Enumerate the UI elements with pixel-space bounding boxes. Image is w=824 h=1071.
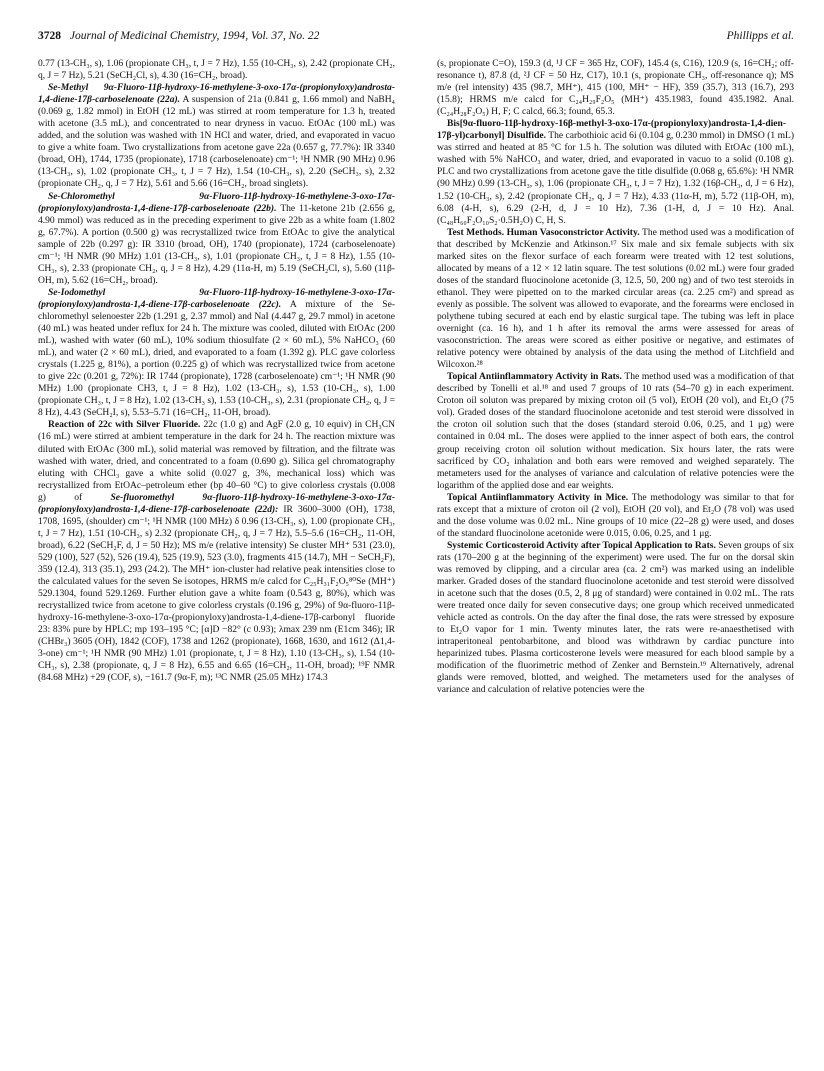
paragraph-rats [437,371,794,491]
section-heading-rats: Topical Antiinflammatory Activity in Rats. [447,371,622,383]
header-left [38,30,319,42]
paragraph-body-rats: The method used was a modification of that described by Tonelli et al.¹⁸ and used 7 groups of 10 rats (54–70 g) in each experiment. Croton oil soluton was prepared by mixing croton oil (5 vol), EtOH (20 vol), and Et₂O (75 vol). Graded doses of the standard fluocinolone acetonide and test steroid were dissolved in the croton oil solution such that the doses (standard steroid 0.06, 0.25, and 1 μg) were contained in 0.04 mL. The doses were applied to the inner aspect of both ears, the control group receiving croton oil solution without medication. Six hours later, the rats were sacrificed by CO₂ inhalation and both ears were removed and weighed separately. The metameters used for the analyses of variance and calculation of relative potencies were the logarithm of the applied dose and ear weights. [437,371,794,491]
section-heading-vasoconstrictor: Test Methods. Human Vasoconstrictor Activity. [447,226,640,238]
paragraph-body-systemic: Seven groups of six rats (170–200 g at the beginning of the experiment) were used. The fur on the dorsal skin was removed by clipping, and a circular area (ca. 2 cm²) was marked using an indelible marker. Graded doses of the standard fluocinolone acetonide and test steroid were dissolved in acetone such that the doses (0.5, 2, 8 μg of standard) were contained in 0.02 mL. The rats were treated once daily for seven consecutive days; one group which received unmedicated vehicle acted as controls. On the day after the final dose, the rats were stressed by exposure to Et₂O vapor for 1 min. Twenty minutes later, the rats were re-anaesthetised with intraperitoneal pentobarbitone, and blood was withdrawn by cardiac puncture into heparinized tubes. Plasma corticosterone levels were measured for each blood sample by a modification of the fluorimetric method of Zenker and Bernstein.¹⁹ Alternatively, adrenal glands were removed, blotted, and weighed. The metameters used for the analyses of variance and calculation of relative potencies were the [437,539,794,696]
compound-name-22d: Se-fluoromethyl 9α-fluoro-11β-hydroxy-16-methylene-3-oxo-17α-(propionyloxy)androsta-1,4-diene-17β-carboselenoate (22d): [38,491,395,515]
paragraph-mice [437,492,794,540]
compound-heading-22c: Se-Iodomethyl 9α-Fluoro-11β-hydroxy-16-methylene-3-oxo-17α-(propionyloxy)androsta-1,4-diene-17β-carboselenoate (22c). [38,286,395,310]
paragraph-disulfide [437,118,794,226]
running-header [38,30,794,48]
paragraph-body-mice: The methodology was similar to that for rats except that a mixture of croton oil (2 vol), EtOH (20 vol), and Et₂O (78 vol) was used and the dose volume was 0.02 mL. Nine groups of 10 mice (22–28 g) were used, and doses of the standard fluocinolone acetonide were 0.015, 0.06, 0.25, and 1 μg. [437,491,794,539]
paragraph-vasoconstrictor [437,227,794,372]
compound-heading-22a: Se-Methyl 9α-Fluoro-11β-hydroxy-16-methylene-3-oxo-17α-(propionyloxy)androsta-1,4-diene-17β-carboselenoate (22a). [38,82,395,106]
compound-heading-disulfide: Bis[9α-fluoro-11β-hydroxy-16β-methyl-3-oxo-17α-(propionyloxy)androsta-1,4-dien-17β-yl)carbonyl] Disulfide. [437,118,787,142]
section-heading-systemic: Systemic Corticosteroid Activity after Topical Application to Rats. [447,539,716,551]
paragraph-body-22c: A mixture of the Se-chloromethyl selenoester 22b (1.291 g, 2.37 mmol) and NaI (4.447 g, 29.7 mmol) in acetone (40 mL) was heated under reflux for 24 h. The mixture was cooled, diluted with EtOAc (200 mL), washed with water (60 mL), 10% sodium thiosulfate (2 × 60 mL), 5% NaHCO₃ (60 mL), and water (2 × 60 mL), dried, and evaporated to a foam (1.392 g). PLC gave colorless crystals (1.225 g, 81%), a portion (0.225 g) of which was recrystallized twice from acetone to give 22c (0.201 g, 72%): IR 1744 (propionate), 1728 (carboselenoate) cm⁻¹; ¹H NMR (90 MHz) 1.00 (propionate CH3, t, J = 8 Hz), 1.02 (13-CH₃, s), 1.53 (10-CH₃, s), 1.00 (propionate CH₃, t, J = 8 Hz), 1.02 (13-CH₃ s), 1.53 (10-CH₃, s), 2.31 (propionate CH₂, q, J = 8 Hz), 4.43 (SeCH₂I, s), 5.53–5.71 (16=CH₂, 11-OH, broad). [38,298,395,419]
paragraph-22c [38,287,395,420]
journal-citation: Journal of Medicinal Chemistry, 1994, Vol. 37, No. 22 [69,30,320,42]
paragraph-systemic [437,540,794,697]
header-authors: Phillipps et al. [726,30,794,42]
paragraph-body-vasoconstrictor: The method used was a modification of that described by McKenzie and Atkinson.¹⁷ Six male and six female subjects with six marked sites on the flexor surface of each forearm were treated with 12 test solutions, allocated by means of a 12 × 12 latin square. The test solutions (0.02 mL) were four graded doses of the standard fluocinolone acetonide (3, 12.5, 50, 200 ng) and of two test steroids in ethanol. They were pipetted on to the marked circular areas (ca. 2.25 cm²) and spread as evenly as possible. The solvent was allowed to evaporate, and the forearms were enclosed in polythene tubing secured at each end by elastic surgical tape. The tubing was left in place overnight (ca. 16 h), and 1 h after its removal the arms were assessed for areas of vasoconstriction. The areas were scored as either positive or negative, and estimates of relative potency were obtained by analysis of the data using the method of Litchfield and Wilcoxon.²⁸ [437,226,794,371]
right-column [437,58,794,1058]
paragraph-22a [38,82,395,190]
paragraph-body-silver-fluoride-b: IR 3600–3000 (OH), 1738, 1708, 1695, (shoulder) cm⁻¹; ¹H NMR (100 MHz) δ 0.96 (13-CH₃, s), 1.00 (propionate CH₃, t, J = 7 Hz), 1.51 (10-CH₃, s) 2.32 (propionate CH₂, q, J = 7 Hz), 5.5–5.6 (16=CH₂, 11-OH, broad), 6.22 (SeCH₂F, d, J = 50 Hz); MS m/e (relative intensity) Se cluster MH⁺ 531 (23.0), 529 (100), 527 (52), 526 (19.4), 525 (19.9), 523 (3.0), fragments 415 (14.7), MH − SeCH₂F), 359 (12.4), 313 (35.1), 293 (24.2). The MH⁺ ion-cluster had relative peak intensities close to the calculated values for the seven Se isotopes, HRMS m/e calcd for C₂₅H₃₁F₂O₅⁸⁰Se (MH⁺) 529.1304, found 529.1269. Further elution gave a white foam (0.543 g, 80%), which was recrystallized twice from acetone to give colorless crystals (0.196 g, 29%) of 9α-fluoro-11β-hydroxy-16-methylene-3-oxo-17α-(propionyloxy)androsta-1,4-diene-17β-carbonyl fluoride 23: 83% pure by HPLC; mp 193–195 °C; [α]D −82° (c 0.93); λmax 239 nm (E1cm 346); IR (CHBr₃) 3605 (OH), 1842 (COF), 1738 and 1262 (propionate), 1668, 1630, and 1612 (Δ1,4-3-one) cm⁻¹; ¹H NMR (90 MHz) 1.01 (propionate, t, J = 8 Hz), 1.10 (13-CH₃, s), 1.54 (10-CH₃, s), 2.38 (propionate, q, J = 8 Hz), 6.55 and 6.65 (16=CH₂, 11-OH, broad); ¹⁹F NMR (84.68 MHz) +29 (COF, s), −161.7 (9α-F, m); ¹³C NMR (25.05 MHz) 174.3 [38,503,395,684]
paragraph-body-22b: The 11-ketone 21b (2.656 g, 4.90 mmol) was reduced as in the preceding experiment to give 22b as a white foam (1.802 g, 67.7%). A portion (0.500 g) was recrystallized twice from EtOAc to give the analytical sample of 22b (0.297 g): IR 3310 (broad, OH), 1740 (propionate), 1724 (carboselenoate) cm⁻¹; ¹H NMR (90 MHz) 1.01 (13-CH₃, s), 1.01 (propionate CH₃, t, J = 8 Hz), 1.55 (10-CH₃, s), 2.33 (propionate CH₂, q, J = 8 Hz), 4.29 (11α-H, m) 5.19 (SeCH₂Cl, s), 5.60 (11β-OH, m), 5.62 (16=CH₂, broad). [38,202,395,286]
section-heading-silver-fluoride: Reaction of 22c with Silver Fluoride. [48,419,201,431]
paragraph-body-disulfide: The carbothioic acid 6i (0.104 g, 0.230 mmol) in DMSO (1 mL) was stirred and heated at 85 °C for 1.5 h. The solution was diluted with EtOAc (100 mL), washed with 5% NaHCO₃ and water, dried, and evaporated in vacuo to a solid (0.108 g). PLC and two crystallizations from acetone gave the title disulfide (0.068 g, 65.6%): ¹H NMR (90 MHz) 0.99 (13-CH₃, s), 1.06 (propionate CH₃, t, J = 7 Hz), 1.32 (16β-CH₃, d, J = 6 Hz), 1.52 (10-CH₃, s), 2.42 (propionate CH₂, q, J = 7 Hz), 4.33 (11α-H, m), 5.72 (11β-OH, m), 6.08 (4-H, s), 6.29 (2-H, d, J = 10 Hz), 7.36 (1-H, d, J = 10 Hz). Anal. (C₄₈H₆₀F₂O₁₀S₂·0.5H₂O) C, H, S. [437,130,794,226]
paragraph-22b [38,191,395,287]
page-number: 3728 [38,30,61,42]
section-heading-mice: Topical Antiinflammatory Activity in Mice. [447,491,629,503]
paragraph-body-22a: A suspension of 21a (0.841 g, 1.66 mmol) and NaBH₄ (0.069 g, 1.82 mmol) in EtOH (12 mL) was stirred at room temperature for 1.3 h, treated with acetone (3.5 mL), and concentrated to near dryness in vacuo. EtOAc (100 mL) was added, and the solution was washed with 1N HCl and water, dried, and evaporated in vacuo to give a white foam. Two crystallizations from acetone gave 22a (0.657 g, 77.7%): IR 3340 (broad, OH), 1744, 1735 (propionate), 1718 (carboselenoate) cm⁻¹; ¹H NMR (90 MHz) 0.96 (13-CH₃, s), 1.02 (propionate CH₃, t, J = 7 Hz), 1.54 (10-CH₃, s), 2.20 (SeCH₃, s), 2.32 (propionate CH₂, q, J = 7 Hz), 5.61 and 5.66 (16=CH₂, broad singlets). [38,94,395,190]
paragraph-continued: 0.77 (13-CH₃, s), 1.06 (propionate CH₃, t, J = 7 Hz), 1.55 (10-CH₃, s), 2.42 (propionate CH₂, q, J = 7 Hz), 5.21 (SeCH₂Cl, s), 4.30 (16=CH₂, broad). [38,58,395,82]
paragraph-silver-fluoride [38,419,395,684]
left-column [38,58,395,1058]
paragraph-body-silver-fluoride-a: 22c (1.0 g) and AgF (2.0 g, 10 equiv) in CH₃CN (16 mL) were stirred at ambient temperature in the dark for 24 h. The reaction mixture was diluted with EtOAc (300 mL), solid material was removed by filtration, and the filtrate was washed with water, dried, and concentrated to a foam (0.690 g). Silica gel chromatography eluting with CHCl₃ gave a white solid (0.027 g, 3%, mechanical loss) which was recrystallized from EtOAc–petroleum ether (bp 40–60 °C) to give colorless crystals (0.008 g) of [38,419,395,503]
compound-heading-22b: Se-Chloromethyl 9α-Fluoro-11β-hydroxy-16-methylene-3-oxo-17α-(propionyloxy)androsta-1,4-diene-17β-carboselenoate (22b). [38,190,395,214]
paragraph-continued-right: (s, propionate C=O), 159.3 (d, ¹J CF = 365 Hz, COF), 145.4 (s, C16), 120.9 (s, 16=CH₂; off-resonance t), 87.8 (d, ²J CF = 50 Hz, C17), 10.1 (s, propionate CH₃, off-resonance q); MS m/e (rel intensity) 435 (98.7, MH⁺), 415 (100, MH⁺ − HF), 359 (35.7), 313 (16.7), 293 (15.8); HRMS m/e calcd for C₂₄H₂₉F₂O₅ (MH⁺) 435.1983, found 435.1982. Anal. (C₂₄H₂₈F₂O₅) H, F; C calcd, 66.3; found, 65.3. [437,58,794,118]
